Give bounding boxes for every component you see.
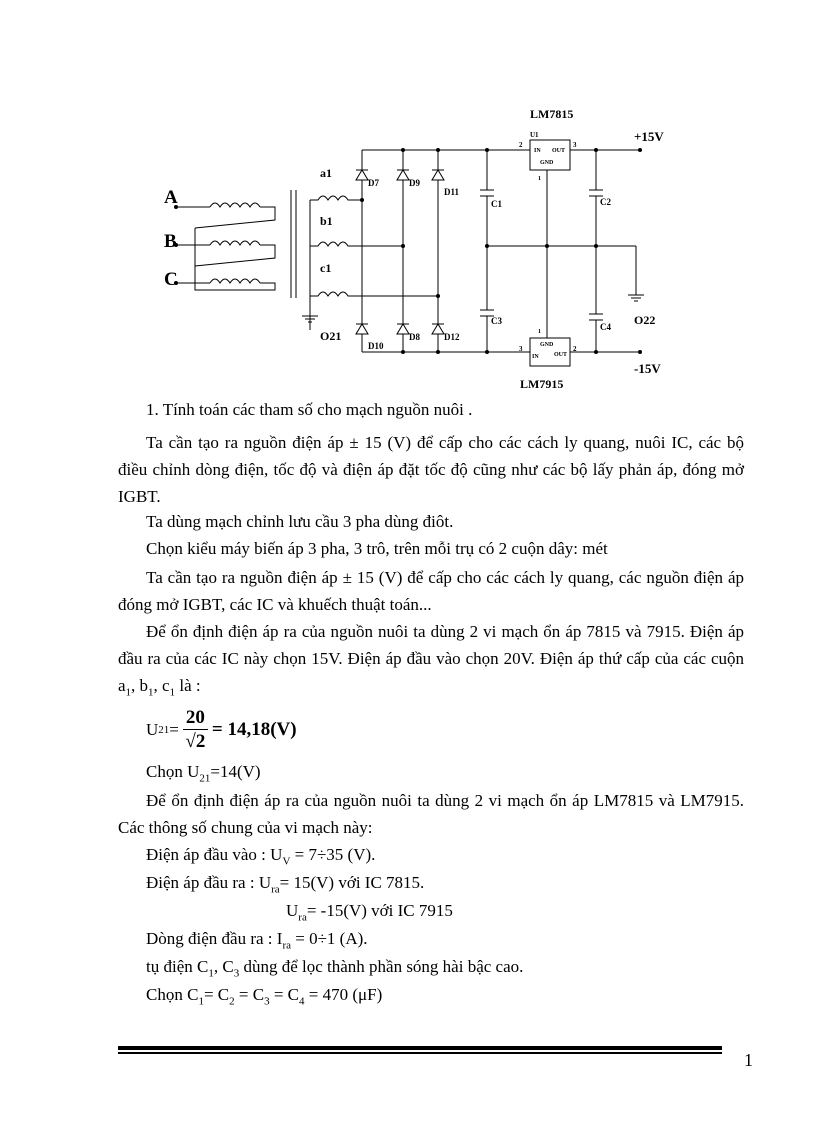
diode-d7-label: D7 [368, 178, 379, 188]
paragraph-choose-u21: Chọn $U_{21}=14(V)$ [146, 762, 261, 785]
eq-numerator: 20 [183, 707, 208, 730]
p6-end: là : [175, 676, 201, 695]
eq-equals: = [169, 720, 179, 739]
eq-result: = 14,18(V) [211, 719, 297, 740]
cap-c2-label: C2 [600, 197, 611, 207]
ic-gnd-bottom: GND [540, 342, 554, 348]
o22-label: O22 [634, 313, 656, 327]
p6-text: Để ổn định điện áp ra của nguồn nuôi ta dùng 2 vi mạch ổn áp 7815 và 7915. Điện áp đầu ra của các IC này chọn 15V. Điện áp đầu vào chọn 20V. Điện áp thứ cấp của các cuộn a [118, 622, 744, 695]
winding-b1-label: b1 [320, 214, 333, 228]
ic-out-top: OUT [552, 148, 566, 154]
paragraph-bridge: Ta dùng mạch chỉnh lưu cầu 3 pha dùng điôt. [146, 512, 454, 531]
paragraph-capacitor-values: Chọn $C_1= C_2 = C_3 = C_4 = 470$ (μF) [146, 985, 383, 1008]
pin-1-bottom: 1 [538, 329, 541, 335]
sub-b1: 1 [148, 686, 154, 699]
cap-c1-label: C1 [491, 199, 502, 209]
diode-d8-label: D8 [409, 332, 420, 342]
pin-3-top: 3 [573, 141, 577, 149]
pin-2-bottom: 2 [573, 345, 577, 353]
o21-label: O21 [320, 329, 342, 343]
out-neg-label: -15V [634, 361, 661, 376]
pin-2-top: 2 [519, 141, 523, 149]
diode-d10-label: D10 [368, 341, 384, 351]
paragraph-regulators [118, 618, 744, 706]
eq-lhs: U [146, 720, 159, 739]
out-pos-label: +15V [634, 129, 664, 144]
ic-out-bottom: OUT [554, 352, 568, 358]
phase-b-label: B [164, 231, 177, 252]
ic-in-top: IN [534, 148, 541, 154]
diode-d11-label: D11 [444, 187, 460, 197]
sub-c1: 1 [169, 686, 176, 699]
paragraph-transformer: Chọn kiểu máy biến áp 3 pha, 3 trô, trên mỗi trụ có 2 cuộn dây: mét [146, 539, 608, 558]
paragraph-sources: Ta cần tạo ra nguồn điện áp ± 15 (V) để cấp cho các cách ly quang, các nguồn điện áp đóng mở IGBT, các IC và khuếch thuật toán... [118, 568, 744, 614]
regulator-bottom-label: LM7915 [520, 377, 564, 391]
paragraph-lm-regulators: Để ổn định điện áp ra của nguồn nuôi ta dùng 2 vi mạch ổn áp LM7815 và LM7915. Các thông số chung của vi mạch này: [118, 791, 744, 837]
regulator-top-label: LM7815 [530, 107, 574, 121]
paragraph-output-current: Dòng điện đầu ra : $I_{ra} = 0\div 1$ (A). [146, 929, 368, 952]
diode-d12-label: D12 [444, 332, 460, 342]
ic-in-bottom: IN [532, 354, 539, 360]
pin-3-bottom: 3 [519, 345, 523, 353]
sub-a1: 1 [125, 686, 132, 699]
eq-denominator: √2 [185, 730, 206, 752]
page-number: 1 [744, 1050, 753, 1070]
paragraph-output-voltage: Điện áp đầu ra : $U_{ra}= 15(V)$ với IC 7815. [146, 873, 425, 896]
phase-a-label: A [164, 187, 178, 208]
eq-sub: 21 [158, 724, 170, 736]
paragraph-requirements: Ta cần tạo ra nguồn điện áp ± 15 (V) để cấp cho các cách ly quang, nuôi IC, các bộ điều chỉnh dòng điện, tốc độ và điện áp đặt tốc độ cũng như các bộ lấy phản áp, đóng mở IGBT. [118, 433, 744, 506]
p6-sep2: , c [153, 676, 170, 695]
u1-label: U1 [530, 131, 539, 139]
cap-c3-label: C3 [491, 316, 502, 326]
voltage-equation [146, 705, 297, 755]
paragraph-capacitor-filter: tụ điện $C_1$, $C_3$ dùng để lọc thành phần sóng hài bậc cao. [146, 957, 524, 980]
cap-c4-label: C4 [600, 322, 611, 332]
section-heading: 1. Tính toán các tham số cho mạch nguồn nuôi . [146, 400, 473, 419]
power-supply-circuit-diagram [0, 0, 816, 400]
footer-rule-thin [118, 1052, 722, 1054]
diode-d9-label: D9 [409, 178, 420, 188]
pin-1-top: 1 [538, 176, 541, 182]
footer-rule-thick [118, 1046, 722, 1050]
eq-fraction [183, 707, 208, 754]
winding-c1-label: c1 [320, 261, 332, 275]
paragraph-output-voltage-neg: $U_{ra}= -15(V)$ với IC 7915 [286, 901, 453, 924]
winding-a1-label: a1 [320, 166, 332, 180]
phase-c-label: C [164, 269, 178, 290]
p6-sep1: , b [131, 676, 149, 695]
ic-gnd-top: GND [540, 160, 554, 166]
paragraph-input-voltage: Điện áp đầu vào : $U_V = 7\div 35$ (V). [146, 845, 376, 868]
